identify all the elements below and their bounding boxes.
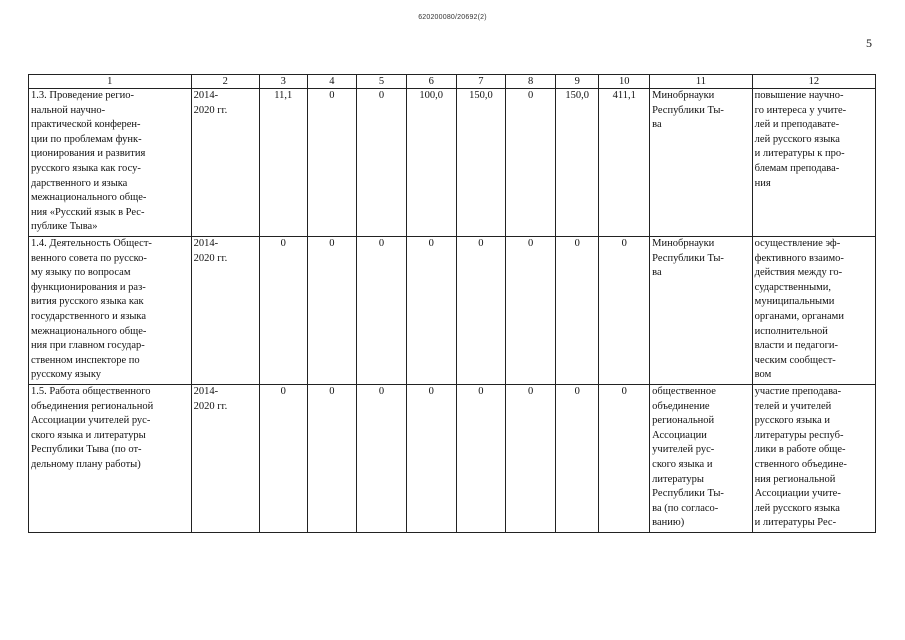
column-header: 8 <box>506 75 556 89</box>
value-cell: 0 <box>307 237 357 385</box>
value-cell: 0 <box>406 237 456 385</box>
value-cell: 0 <box>456 237 506 385</box>
result-cell: участие преподава- телей и учителей русского языка и литературы респуб- лики в работе обще- ственного объедине- ния региональной Ассоциации учите- лей русского языка и литературы Рес- <box>752 385 875 533</box>
program-table <box>28 74 876 533</box>
value-cell: 0 <box>307 385 357 533</box>
table-row <box>29 237 876 385</box>
value-cell: 0 <box>259 237 307 385</box>
column-header: 11 <box>650 75 753 89</box>
executor-cell: Минобрнауки Республики Ты- ва <box>650 237 753 385</box>
value-cell: 0 <box>357 385 407 533</box>
value-cell: 0 <box>456 385 506 533</box>
value-cell: 0 <box>555 385 598 533</box>
column-header: 10 <box>599 75 650 89</box>
value-cell: 0 <box>506 237 556 385</box>
activity-cell: 1.5. Работа общественного объединения региональной Ассоциации учителей рус- ского языка и литературы Республики Тыва (по от- дельному плану работы) <box>29 385 192 533</box>
value-cell: 150,0 <box>456 89 506 237</box>
column-header: 6 <box>406 75 456 89</box>
result-cell: повышение научно- го интереса у учите- лей и преподавате- лей русского языка и литературы к про- блемам преподава- ния <box>752 89 875 237</box>
column-header: 7 <box>456 75 506 89</box>
activity-cell: 1.3. Проведение регио- нальной научно- практической конферен- ции по проблемам функ- ционирования и развития русского языка как госу- дарственного и языка межнационального обще- ния «Русский язык в Рес- публике Тыва» <box>29 89 192 237</box>
period-cell: 2014- 2020 гг. <box>191 237 259 385</box>
value-cell: 150,0 <box>555 89 598 237</box>
column-header: 12 <box>752 75 875 89</box>
value-cell: 0 <box>406 385 456 533</box>
table-row <box>29 89 876 237</box>
value-cell: 0 <box>599 237 650 385</box>
value-cell: 0 <box>599 385 650 533</box>
period-cell: 2014- 2020 гг. <box>191 89 259 237</box>
executor-cell: Минобрнауки Республики Ты- ва <box>650 89 753 237</box>
table-row <box>29 385 876 533</box>
period-cell: 2014- 2020 гг. <box>191 385 259 533</box>
value-cell: 100,0 <box>406 89 456 237</box>
value-cell: 0 <box>357 89 407 237</box>
value-cell: 0 <box>506 385 556 533</box>
column-header: 3 <box>259 75 307 89</box>
value-cell: 411,1 <box>599 89 650 237</box>
value-cell: 0 <box>506 89 556 237</box>
document-id: 620200080/20692(2) <box>418 14 487 21</box>
column-header: 5 <box>357 75 407 89</box>
value-cell: 0 <box>307 89 357 237</box>
value-cell: 11,1 <box>259 89 307 237</box>
column-header: 1 <box>29 75 192 89</box>
column-number-row <box>29 75 876 89</box>
result-cell: осуществление эф- фективного взаимо- действия между го- сударственными, муниципальными органами, органами исполнительной власти и педагоги- ческим сообщест- вом <box>752 237 875 385</box>
value-cell: 0 <box>555 237 598 385</box>
executor-cell: общественное объединение региональной Ассоциации учителей рус- ского языка и литературы Республики Ты- ва (по согласо- ванию) <box>650 385 753 533</box>
value-cell: 0 <box>259 385 307 533</box>
column-header: 9 <box>555 75 598 89</box>
column-header: 2 <box>191 75 259 89</box>
activity-cell: 1.4. Деятельность Общест- венного совета по русско- му языку по вопросам функционирования и раз- вития русского языка как государственного и языка межнационального обще- ния при главном государ- ственном инспекторе по русскому языку <box>29 237 192 385</box>
value-cell: 0 <box>357 237 407 385</box>
page-number: 5 <box>866 36 872 50</box>
column-header: 4 <box>307 75 357 89</box>
